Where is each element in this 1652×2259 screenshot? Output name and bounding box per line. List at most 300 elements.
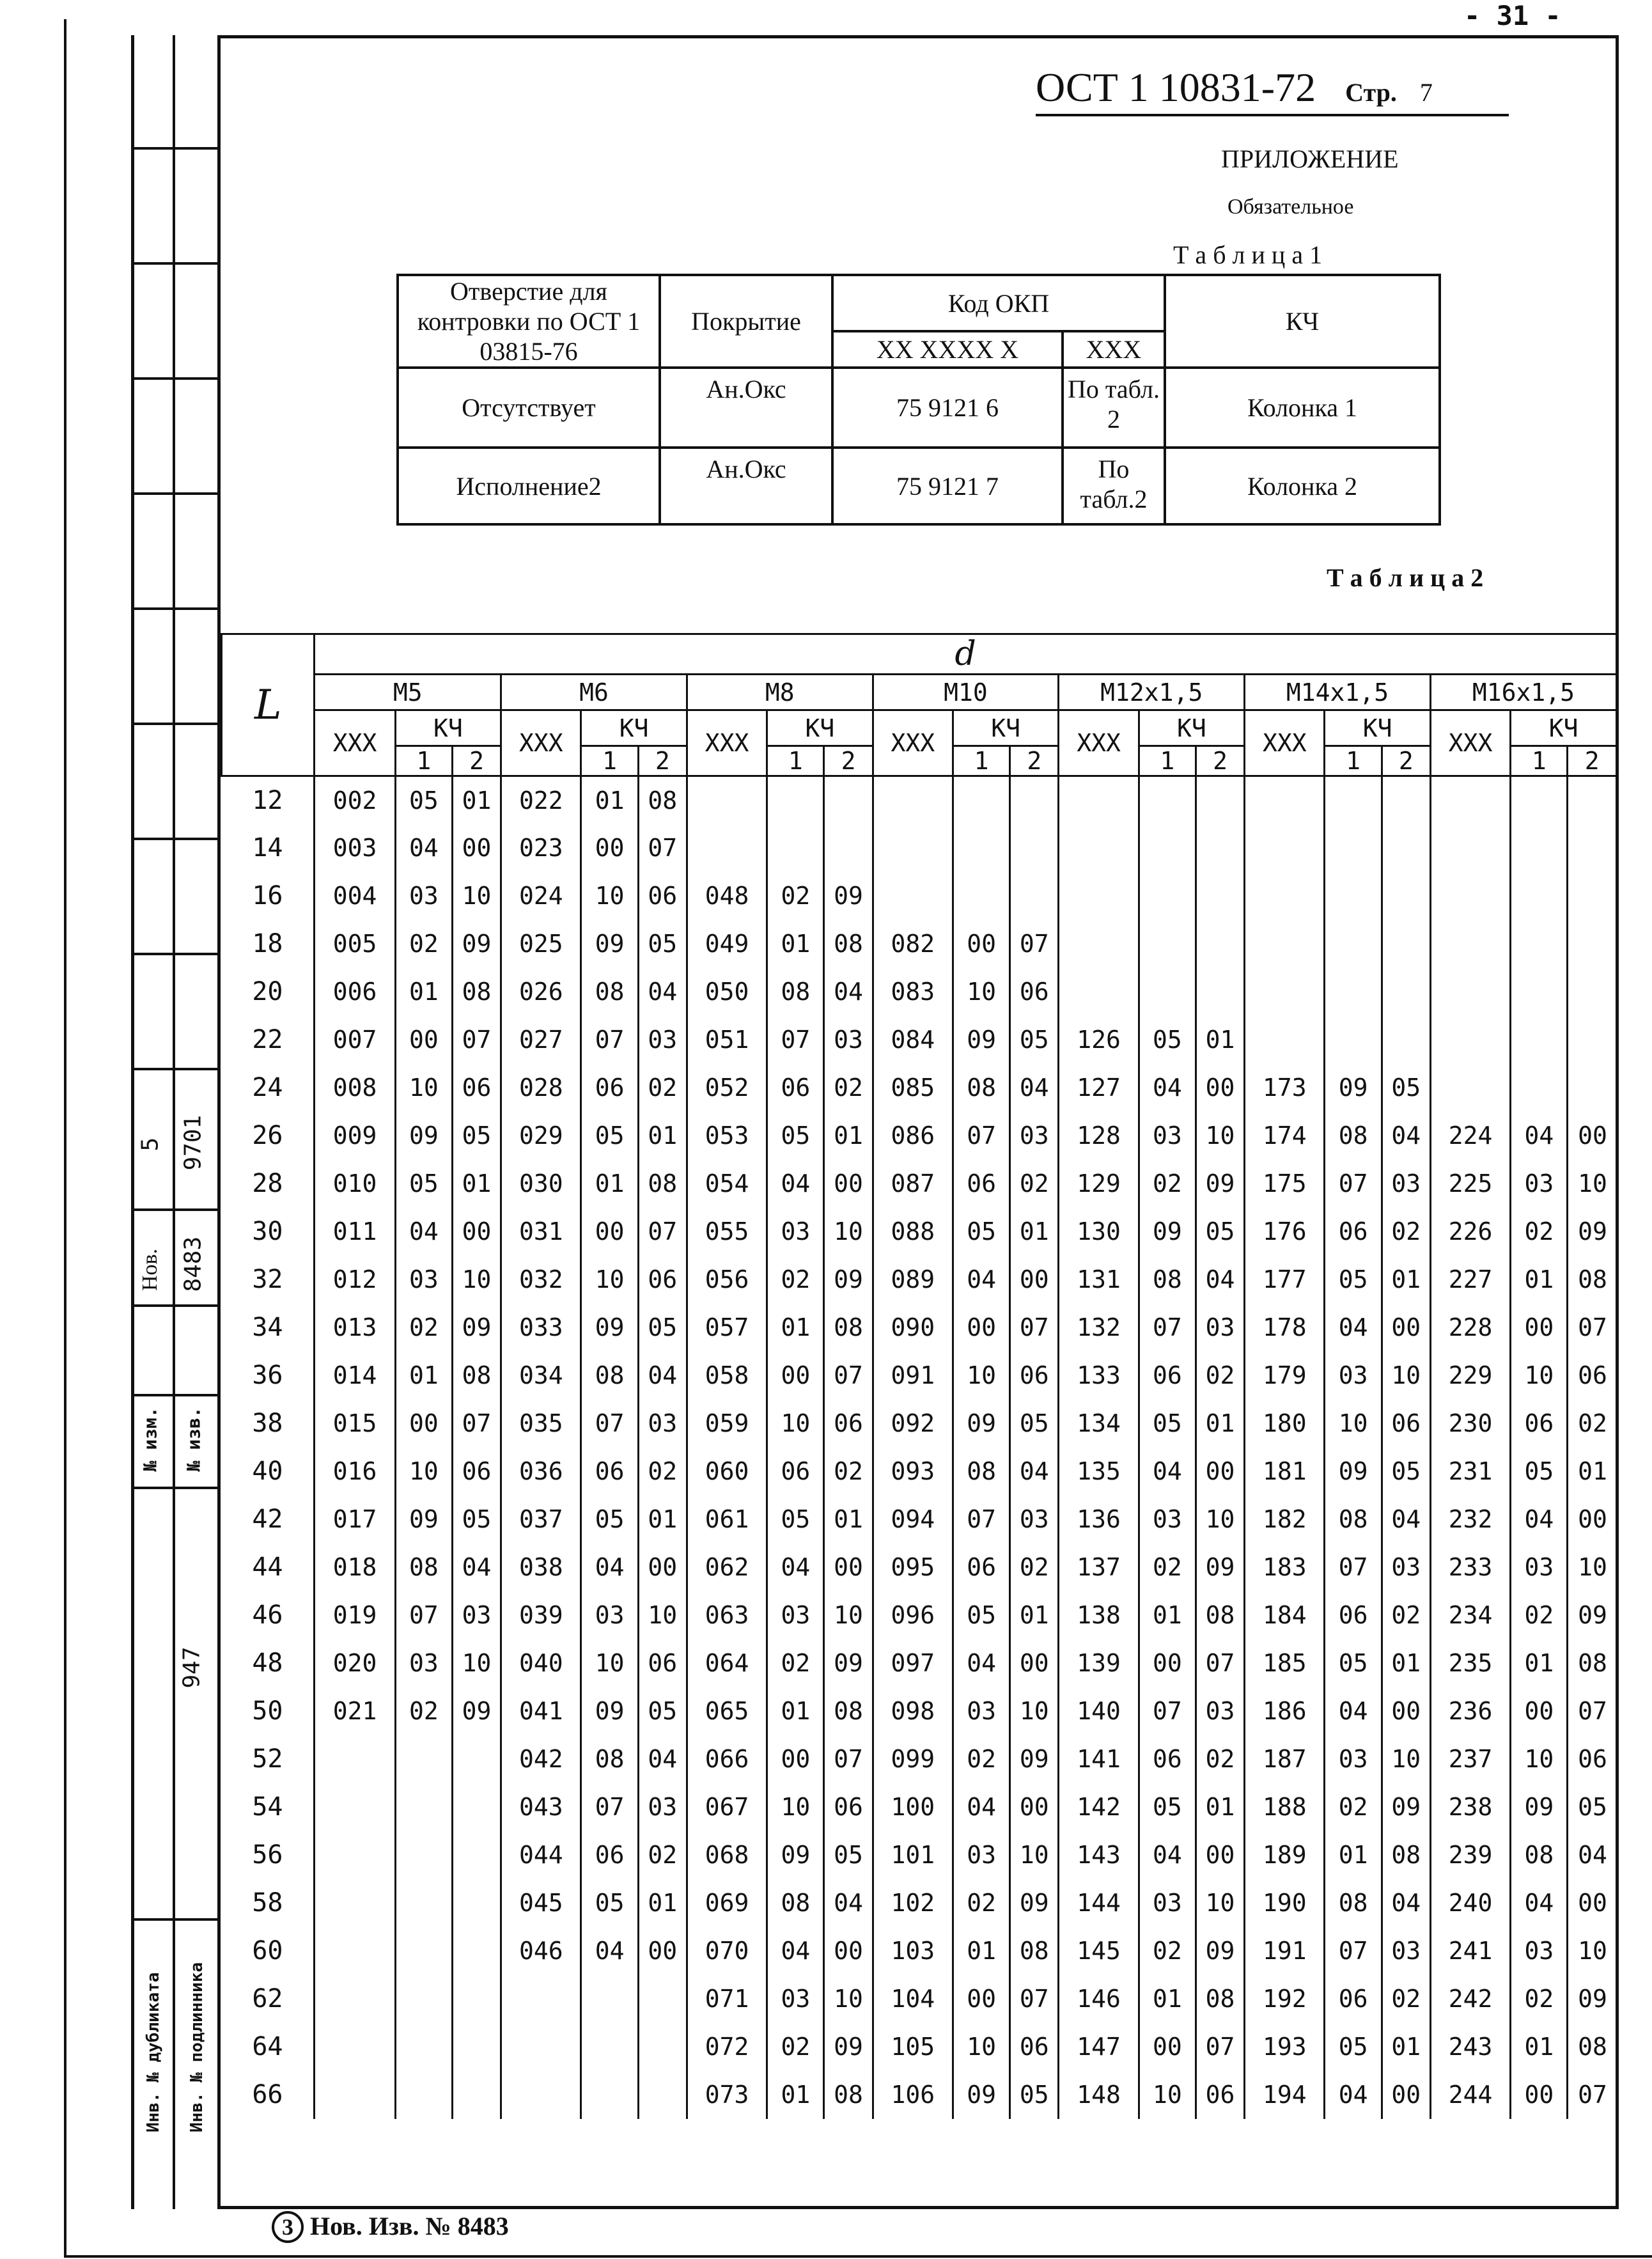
t2-cell: 09 [452,920,501,968]
t2-cell: 087 [873,1160,953,1208]
t2-cell: 00 [767,1735,824,1783]
t2-cell: 10 [953,1352,1009,1400]
t2-cell: 03 [953,1831,1009,1879]
t2-cell: 06 [1010,968,1059,1016]
t2-cell: 09 [767,1831,824,1879]
t2-cell [1430,872,1510,920]
page-label: Стр. [1345,78,1397,107]
t2-cell: 05 [638,1304,687,1352]
t2-cell: 06 [1325,1591,1382,1639]
t2-cell: 02 [767,2023,824,2071]
t2-cell: 06 [1139,1735,1196,1783]
t2-cell [1325,824,1382,872]
t2-cell [452,1879,501,1927]
table-row [222,2023,1617,2071]
t2-cell: 135 [1059,1448,1139,1496]
t2-cell: 02 [1139,1927,1196,1975]
t2-cell: 106 [873,2071,953,2119]
t2-cell: 069 [687,1879,767,1927]
t2-cell: 02 [953,1735,1009,1783]
t2-cell: 06 [1325,1208,1382,1256]
t2-cell [315,1783,395,1831]
t2-cell: 03 [1511,1927,1568,1975]
t2-cell: 07 [638,824,687,872]
t2-cell: 03 [1382,1160,1430,1208]
t2-cell [1139,872,1196,920]
t2-cell: 01 [1010,1208,1059,1256]
t2-cell: 10 [452,1639,501,1687]
t2-cell: 00 [1196,1064,1244,1112]
t2-cell: 146 [1059,1975,1139,2023]
t2-cell: 180 [1245,1400,1325,1448]
t2-cell [1382,776,1430,824]
t2-cell: 098 [873,1687,953,1735]
t2-length-cell: 12 [252,785,283,815]
t2-cell: 10 [767,1400,824,1448]
stamp-line [131,1487,217,1489]
t2-cell: 041 [501,1687,581,1735]
table-row [222,920,1617,968]
t2-cell [1010,824,1059,872]
t2-cell [873,872,953,920]
t2-cell: 083 [873,968,953,1016]
t2-cell [452,2071,501,2119]
t2-cell: 04 [1139,1448,1196,1496]
t2-cell: 01 [767,1304,824,1352]
t2-col1-header: 1 [1139,746,1196,776]
t2-cell: 08 [395,1544,452,1591]
t2-cell: 234 [1430,1591,1510,1639]
t2-cell: 054 [687,1160,767,1208]
stamp-izv-value: 9701 [180,1114,207,1171]
t2-col2-header: 2 [1196,746,1244,776]
t2-cell: 174 [1245,1112,1325,1160]
t2-cell: 09 [581,1304,638,1352]
t2-cell [395,1735,452,1783]
t2-cell: 10 [452,872,501,920]
table-1 [396,274,1441,526]
t2-cell: 04 [638,968,687,1016]
t2-cell: 01 [395,1352,452,1400]
t2-cell: 01 [1139,1591,1196,1639]
t2-cell: 186 [1245,1687,1325,1735]
t2-cell: 03 [395,872,452,920]
t2-cell: 046 [501,1927,581,1975]
t1-r1-hole: Отсутствует [398,368,660,448]
t2-cell: 08 [638,776,687,824]
t2-cell: 036 [501,1448,581,1496]
t2-cell: 00 [953,1304,1009,1352]
t2-cell: 030 [501,1160,581,1208]
t2-cell: 10 [1568,1927,1617,1975]
t2-cell: 187 [1245,1735,1325,1783]
t2-cell: 011 [315,1208,395,1256]
t2-cell: 02 [824,1064,873,1112]
t2-cell: 10 [1382,1352,1430,1400]
t2-length-cell: 42 [252,1505,283,1534]
t2-cell [1511,968,1568,1016]
t2-cell: 03 [1010,1112,1059,1160]
t2-cell: 08 [1568,2023,1617,2071]
t2-cell: 02 [1196,1352,1244,1400]
t2-cell: 09 [1196,1160,1244,1208]
t2-kch-header: КЧ [767,710,873,746]
t2-length-cell: 66 [252,2080,283,2109]
table-row [222,776,1617,824]
t2-cell [581,2023,638,2071]
t2-cell: 02 [1511,1208,1568,1256]
t2-cell: 03 [1139,1879,1196,1927]
t2-cell: 08 [824,1304,873,1352]
t2-cell: 070 [687,1927,767,1975]
t2-cell: 006 [315,968,395,1016]
t2-cell: 04 [638,1352,687,1400]
t2-cell: 02 [395,1304,452,1352]
t2-cell: 241 [1430,1927,1510,1975]
t2-cell: 05 [1139,1783,1196,1831]
t2-kch-header: КЧ [581,710,687,746]
t2-cell: 039 [501,1591,581,1639]
t2-cell: 059 [687,1400,767,1448]
t2-cell: 07 [452,1016,501,1064]
t2-cell: 05 [953,1208,1009,1256]
t2-cell: 08 [1568,1256,1617,1304]
t2-cell: 06 [638,872,687,920]
t2-xxx-header: XXX [687,710,767,776]
t2-cell [687,776,767,824]
t2-cell: 06 [1010,2023,1059,2071]
t2-cell [1382,968,1430,1016]
t2-cell: 05 [1511,1448,1568,1496]
t2-cell: 01 [1382,2023,1430,2071]
t2-cell [1059,824,1139,872]
t2-cell: 07 [1568,1304,1617,1352]
t2-cell [395,1927,452,1975]
t2-cell: 03 [1139,1112,1196,1160]
t2-cell: 09 [1568,1208,1617,1256]
t2-cell [395,1831,452,1879]
t2-col2-header: 2 [638,746,687,776]
t2-cell: 08 [1568,1639,1617,1687]
t2-cell: 224 [1430,1112,1510,1160]
t2-cell: 062 [687,1544,767,1591]
t2-cell: 01 [452,1160,501,1208]
t2-col2-header: 2 [824,746,873,776]
t2-cell: 023 [501,824,581,872]
t2-cell: 08 [1325,1496,1382,1544]
t2-cell: 063 [687,1591,767,1639]
t2-cell: 096 [873,1591,953,1639]
t2-cell: 05 [452,1112,501,1160]
t2-xxx-header: XXX [1245,710,1325,776]
t2-cell: 06 [767,1448,824,1496]
t2-cell: 01 [1196,1400,1244,1448]
t2-cell: 143 [1059,1831,1139,1879]
t2-cell: 140 [1059,1687,1139,1735]
t2-cell: 03 [1325,1352,1382,1400]
t2-cell: 233 [1430,1544,1510,1591]
t2-cell: 04 [953,1256,1009,1304]
t2-cell: 127 [1059,1064,1139,1112]
t2-cell: 051 [687,1016,767,1064]
t2-col1-header: 1 [1511,746,1568,776]
t2-cell: 00 [1568,1112,1617,1160]
t2-cell: 227 [1430,1256,1510,1304]
t2-cell: 00 [1382,2071,1430,2119]
t2-cell: 132 [1059,1304,1139,1352]
t2-cell: 07 [767,1016,824,1064]
appendix-type: Обязательное [1227,195,1354,219]
table-row [222,1831,1617,1879]
t2-cell: 085 [873,1064,953,1112]
t2-cell: 038 [501,1544,581,1591]
t2-length-cell: 30 [252,1217,283,1246]
footer-text: Нов. Изв. № 8483 [310,2212,509,2240]
table-row [222,1639,1617,1687]
t2-size-header: M16x1,5 [1430,675,1616,710]
t2-cell: 00 [824,1927,873,1975]
t2-cell: 10 [824,1591,873,1639]
t2-cell: 09 [395,1112,452,1160]
table-row [222,1160,1617,1208]
stamp-nov-value: 8483 [180,1236,207,1292]
t2-cell: 07 [1325,1160,1382,1208]
t2-cell: 01 [1325,1831,1382,1879]
t2-cell: 02 [767,1639,824,1687]
t2-cell: 00 [953,1975,1009,2023]
t2-cell: 03 [1382,1927,1430,1975]
t2-cell: 08 [1196,1975,1244,2023]
t2-cell: 03 [638,1400,687,1448]
t2-col1-header: 1 [953,746,1009,776]
t2-cell: 08 [638,1160,687,1208]
t2-cell: 09 [824,872,873,920]
t2-cell: 08 [1196,1591,1244,1639]
t2-cell: 064 [687,1639,767,1687]
t2-cell: 04 [1511,1112,1568,1160]
t2-cell: 03 [1196,1687,1244,1735]
t2-cell: 07 [1196,1639,1244,1687]
t2-cell [1511,872,1568,920]
t2-cell [873,824,953,872]
t2-cell: 048 [687,872,767,920]
t2-cell: 00 [824,1160,873,1208]
table-row [222,1256,1617,1304]
t2-cell: 04 [767,1160,824,1208]
t2-cell: 130 [1059,1208,1139,1256]
t2-cell: 228 [1430,1304,1510,1352]
t2-xxx-header: XXX [501,710,581,776]
t2-cell: 07 [953,1112,1009,1160]
t2-cell: 08 [824,920,873,968]
t2-cell: 06 [452,1448,501,1496]
t2-length-cell: 32 [252,1265,283,1294]
t2-cell: 103 [873,1927,953,1975]
t2-cell: 04 [1325,2071,1382,2119]
t2-cell: 01 [1382,1256,1430,1304]
table1-title: Т а б л и ц а 1 [1173,240,1323,269]
t2-cell: 177 [1245,1256,1325,1304]
t2-col1-header: 1 [1325,746,1382,776]
t2-cell: 03 [767,1591,824,1639]
t2-cell: 04 [1511,1879,1568,1927]
t2-cell: 066 [687,1735,767,1783]
t2-cell: 084 [873,1016,953,1064]
t2-cell [1059,776,1139,824]
t2-cell [1430,920,1510,968]
t2-cell: 231 [1430,1448,1510,1496]
table-row [222,2071,1617,2119]
t2-cell: 09 [1010,1735,1059,1783]
t2-cell [1430,968,1510,1016]
t2-cell: 05 [395,1160,452,1208]
t2-cell: 04 [1382,1496,1430,1544]
t2-cell: 04 [1010,1064,1059,1112]
table-row [222,1352,1617,1400]
t2-cell: 09 [1010,1879,1059,1927]
t2-cell [1511,1016,1568,1064]
t2-kch-header: КЧ [1139,710,1244,746]
t2-cell: 173 [1245,1064,1325,1112]
t2-cell: 10 [1139,2071,1196,2119]
t2-length-cell: 46 [252,1600,283,1630]
t2-cell [1245,1016,1325,1064]
t2-cell: 09 [1568,1591,1617,1639]
t2-length-cell: 58 [252,1888,283,1918]
t2-cell [1382,872,1430,920]
t2-cell [1568,968,1617,1016]
t2-cell: 05 [1139,1016,1196,1064]
t2-cell [1010,872,1059,920]
t2-cell: 10 [1568,1160,1617,1208]
t2-xxx-header: XXX [315,710,395,776]
t2-cell [1382,824,1430,872]
t2-cell: 037 [501,1496,581,1544]
t2-cell: 179 [1245,1352,1325,1400]
doc-code: ОСТ 1 10831-72 [1036,65,1316,110]
t2-cell: 03 [767,1975,824,2023]
t2-col2-header: 2 [1010,746,1059,776]
t2-cell: 09 [1511,1783,1568,1831]
t2-cell: 03 [1511,1544,1568,1591]
t2-cell: 239 [1430,1831,1510,1879]
t2-cell: 147 [1059,2023,1139,2071]
t2-cell: 176 [1245,1208,1325,1256]
t2-cell: 06 [1139,1352,1196,1400]
t2-cell: 05 [581,1879,638,1927]
t2-cell [638,1975,687,2023]
stamp-line [131,723,217,725]
t2-cell: 03 [1382,1544,1430,1591]
t2-cell: 02 [1511,1975,1568,2023]
t2-cell: 07 [1010,1304,1059,1352]
t2-cell: 185 [1245,1639,1325,1687]
t2-cell: 10 [581,872,638,920]
t2-cell: 091 [873,1352,953,1400]
t1-header-hole: Отверстие для контровки по ОСТ 1 03815-76 [398,275,660,368]
t2-cell: 08 [953,1064,1009,1112]
t2-cell [1568,872,1617,920]
t2-cell: 09 [581,1687,638,1735]
t2-cell: 178 [1245,1304,1325,1352]
t2-cell: 10 [1196,1879,1244,1927]
t2-length-cell: 60 [252,1936,283,1966]
t2-cell [1325,776,1382,824]
t2-cell: 10 [1382,1735,1430,1783]
t2-cell [1325,920,1382,968]
t2-cell: 02 [395,920,452,968]
t2-cell [581,2071,638,2119]
t2-cell: 188 [1245,1783,1325,1831]
t2-cell: 04 [824,968,873,1016]
t2-cell: 06 [452,1064,501,1112]
t2-size-header: M10 [873,675,1059,710]
t2-cell: 06 [1325,1975,1382,2023]
t2-cell: 095 [873,1544,953,1591]
t2-cell: 09 [395,1496,452,1544]
t2-cell: 09 [581,920,638,968]
t2-cell: 06 [581,1448,638,1496]
stamp-line [131,953,217,955]
t2-cell: 050 [687,968,767,1016]
t2-cell [1511,776,1568,824]
t2-cell: 049 [687,920,767,968]
t2-cell: 225 [1430,1160,1510,1208]
t2-cell: 05 [767,1496,824,1544]
t2-cell: 00 [953,920,1009,968]
t2-cell: 035 [501,1400,581,1448]
t2-cell: 05 [1196,1208,1244,1256]
t2-cell [315,1831,395,1879]
t2-cell: 06 [824,1783,873,1831]
t2-cell: 04 [1325,1687,1382,1735]
t2-cell: 09 [1325,1448,1382,1496]
t2-cell: 183 [1245,1544,1325,1591]
t2-cell [501,2071,581,2119]
t2-cell: 10 [581,1639,638,1687]
t2-cell: 02 [1511,1591,1568,1639]
t2-cell [315,1879,395,1927]
t2-cell: 09 [953,2071,1009,2119]
t2-cell: 04 [767,1544,824,1591]
t2-cell: 08 [824,1687,873,1735]
t2-cell [395,1783,452,1831]
t2-cell [1010,776,1059,824]
table-row [222,1112,1617,1160]
t2-cell [953,776,1009,824]
t2-cell: 08 [824,2071,873,2119]
t2-cell: 01 [452,776,501,824]
t2-cell: 02 [1010,1544,1059,1591]
table-row [222,872,1617,920]
t2-cell: 04 [953,1639,1009,1687]
t2-cell: 04 [1139,1831,1196,1879]
t2-length-cell: 40 [252,1457,283,1486]
t2-cell: 014 [315,1352,395,1400]
stamp-divider [173,35,175,2209]
t2-cell: 01 [638,1496,687,1544]
stamp-line [131,377,217,380]
stamp-line [131,1304,217,1307]
stamp-inv-value: 947 [178,1646,205,1689]
t2-cell: 181 [1245,1448,1325,1496]
table-row [222,1496,1617,1544]
doc-header [1036,64,1509,116]
t2-length-cell: 54 [252,1792,283,1822]
t2-cell: 02 [1382,1975,1430,2023]
t2-length-cell: 44 [252,1552,283,1582]
t2-col1-header: 1 [767,746,824,776]
